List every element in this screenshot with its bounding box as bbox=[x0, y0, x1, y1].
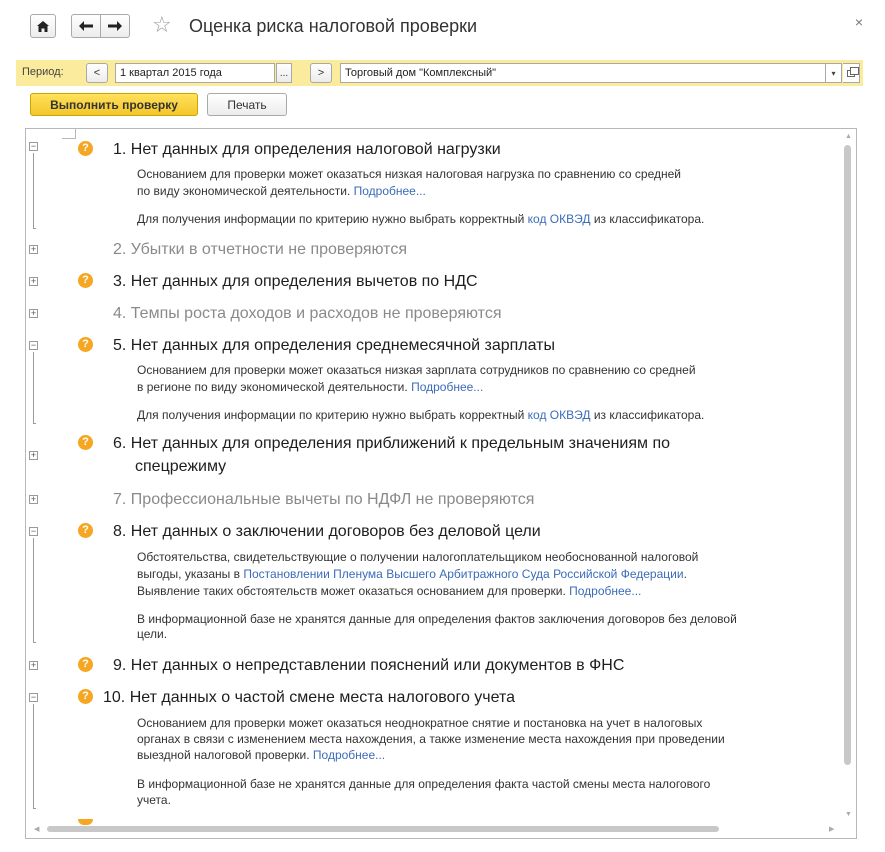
item-text: Для получения информации по критерию нужно выбрать корректный код ОКВЭД из классификатора. bbox=[137, 408, 705, 422]
window-title: Оценка риска налоговой проверки bbox=[189, 16, 478, 36]
plenum-resolution-link[interactable]: Постановлении Пленума Высшего Арбитражного Суда Российской Федерации bbox=[243, 567, 684, 581]
collapse-icon[interactable]: − bbox=[30, 692, 37, 702]
item-text: Основанием для проверки может оказаться неоднократное снятие и постановка на учет в налоговых bbox=[137, 716, 703, 730]
item-heading: 1. Нет данных для определения налоговой нагрузки bbox=[113, 141, 501, 158]
question-mark-icon bbox=[78, 819, 93, 825]
scroll-down-icon[interactable]: ▼ bbox=[845, 811, 852, 818]
question-mark-icon: ? bbox=[78, 523, 93, 538]
more-link[interactable]: Подробнее... bbox=[569, 584, 642, 598]
filter-bar bbox=[16, 60, 863, 86]
item-heading: 8. Нет данных о заключении договоров без деловой цели bbox=[113, 523, 541, 540]
item-text: по виду экономической деятельности. Подробнее... bbox=[137, 184, 426, 198]
item-text: Основанием для проверки может оказаться низкая зарплата сотрудников по сравнению со средней bbox=[137, 363, 696, 377]
item-heading: 7. Профессиональные вычеты по НДФЛ не проверяются bbox=[113, 491, 535, 508]
item-heading-continued: спецрежиму bbox=[135, 458, 227, 475]
item-text: учета. bbox=[137, 793, 171, 807]
scroll-up-icon[interactable]: ▲ bbox=[845, 133, 852, 140]
vertical-scrollbar[interactable] bbox=[844, 145, 851, 765]
report-corner-mark bbox=[62, 129, 76, 139]
question-mark-icon: ? bbox=[78, 141, 93, 156]
collapse-icon[interactable]: − bbox=[30, 526, 37, 536]
expand-icon[interactable]: + bbox=[30, 450, 37, 460]
scroll-right-icon[interactable]: ▶ bbox=[829, 826, 835, 833]
organization-field[interactable]: Торговый дом "Комплексный" bbox=[340, 63, 826, 83]
collapse-icon[interactable]: − bbox=[30, 141, 37, 151]
item-text: В информационной базе не хранятся данные для определения факта частой смены места налогового bbox=[137, 777, 711, 791]
question-mark-icon: ? bbox=[78, 273, 93, 288]
arrow-right-icon bbox=[108, 21, 122, 31]
choose-period-button[interactable]: ... bbox=[276, 63, 292, 83]
item-heading: 9. Нет данных о непредставлении пояснений или документов в ФНС bbox=[113, 657, 625, 674]
more-link[interactable]: Подробнее... bbox=[411, 380, 484, 394]
okved-link[interactable]: код ОКВЭД bbox=[527, 408, 591, 422]
item-text: органах в связи с изменением места нахождения, а также изменение места нахождения при проведении bbox=[137, 732, 725, 746]
question-mark-icon: ? bbox=[78, 657, 93, 672]
group-bracket bbox=[33, 704, 36, 809]
question-mark-icon: ? bbox=[78, 337, 93, 352]
item-text: выездной налоговой проверки. Подробнее... bbox=[137, 748, 386, 762]
item-text: Выявление таких обстоятельств может оказаться основанием для проверки. Подробнее... bbox=[137, 584, 642, 598]
scroll-left-icon[interactable]: ◀ bbox=[34, 826, 40, 833]
previous-period-button[interactable]: < bbox=[86, 63, 108, 83]
forward-button[interactable] bbox=[100, 14, 130, 38]
home-icon bbox=[37, 21, 49, 32]
group-bracket bbox=[33, 153, 36, 229]
item-text: цели. bbox=[137, 627, 168, 641]
close-icon[interactable]: × bbox=[854, 14, 863, 30]
expand-icon[interactable]: + bbox=[30, 494, 37, 504]
item-text: Основанием для проверки может оказаться низкая налоговая нагрузка по сравнению со средней bbox=[137, 167, 681, 181]
home-button[interactable] bbox=[30, 14, 56, 38]
collapse-icon[interactable]: − bbox=[30, 340, 37, 350]
item-heading: 2. Убытки в отчетности не проверяются bbox=[113, 241, 407, 258]
horizontal-scrollbar[interactable] bbox=[47, 826, 719, 832]
run-check-button[interactable]: Выполнить проверку bbox=[30, 93, 198, 116]
chevron-down-icon[interactable]: ▾ bbox=[826, 63, 842, 83]
item-heading: 3. Нет данных для определения вычетов по НДС bbox=[113, 273, 478, 290]
open-form-icon[interactable] bbox=[843, 63, 860, 83]
expand-icon[interactable]: + bbox=[30, 660, 37, 670]
group-bracket bbox=[33, 352, 36, 424]
question-mark-icon: ? bbox=[78, 435, 93, 450]
item-text: Обстоятельства, свидетельствующие о получении налогоплательщиком необоснованной налоговой bbox=[137, 550, 699, 564]
arrow-left-icon bbox=[79, 21, 93, 31]
more-link[interactable]: Подробнее... bbox=[312, 748, 386, 762]
expand-icon[interactable]: + bbox=[30, 244, 37, 254]
print-button[interactable]: Печать bbox=[207, 93, 287, 116]
star-icon[interactable]: ☆ bbox=[152, 12, 172, 37]
group-bracket bbox=[33, 538, 36, 643]
item-heading: 5. Нет данных для определения среднемесячной зарплаты bbox=[113, 337, 555, 354]
title-bar bbox=[0, 0, 885, 54]
item-heading: 4. Темпы роста доходов и расходов не проверяются bbox=[113, 305, 502, 322]
item-text: выгоды, указаны в Постановлении Пленума Высшего Арбитражного Суда Российской Федерации. bbox=[137, 567, 687, 581]
question-mark-icon: ? bbox=[78, 689, 93, 704]
item-text: Для получения информации по критерию нужно выбрать корректный код ОКВЭД из классификатора. bbox=[137, 212, 705, 226]
item-heading: 10. Нет данных о частой смене места налогового учета bbox=[103, 689, 516, 706]
more-link[interactable]: Подробнее... bbox=[353, 184, 426, 198]
back-button[interactable] bbox=[71, 14, 101, 38]
item-heading: 6. Нет данных для определения приближений к предельным значениям по bbox=[113, 435, 671, 452]
expand-icon[interactable]: + bbox=[30, 308, 37, 318]
period-label: Период: bbox=[22, 66, 64, 78]
period-field[interactable]: 1 квартал 2015 года bbox=[115, 63, 275, 83]
okved-link[interactable]: код ОКВЭД bbox=[527, 212, 591, 226]
item-text: В информационной базе не хранятся данные для определения фактов заключения договоров без деловой bbox=[137, 612, 737, 626]
report-area bbox=[25, 128, 857, 839]
next-period-button[interactable]: > bbox=[310, 63, 332, 83]
item-text: в регионе по виду экономической деятельности. Подробнее... bbox=[137, 380, 484, 394]
expand-icon[interactable]: + bbox=[30, 276, 37, 286]
